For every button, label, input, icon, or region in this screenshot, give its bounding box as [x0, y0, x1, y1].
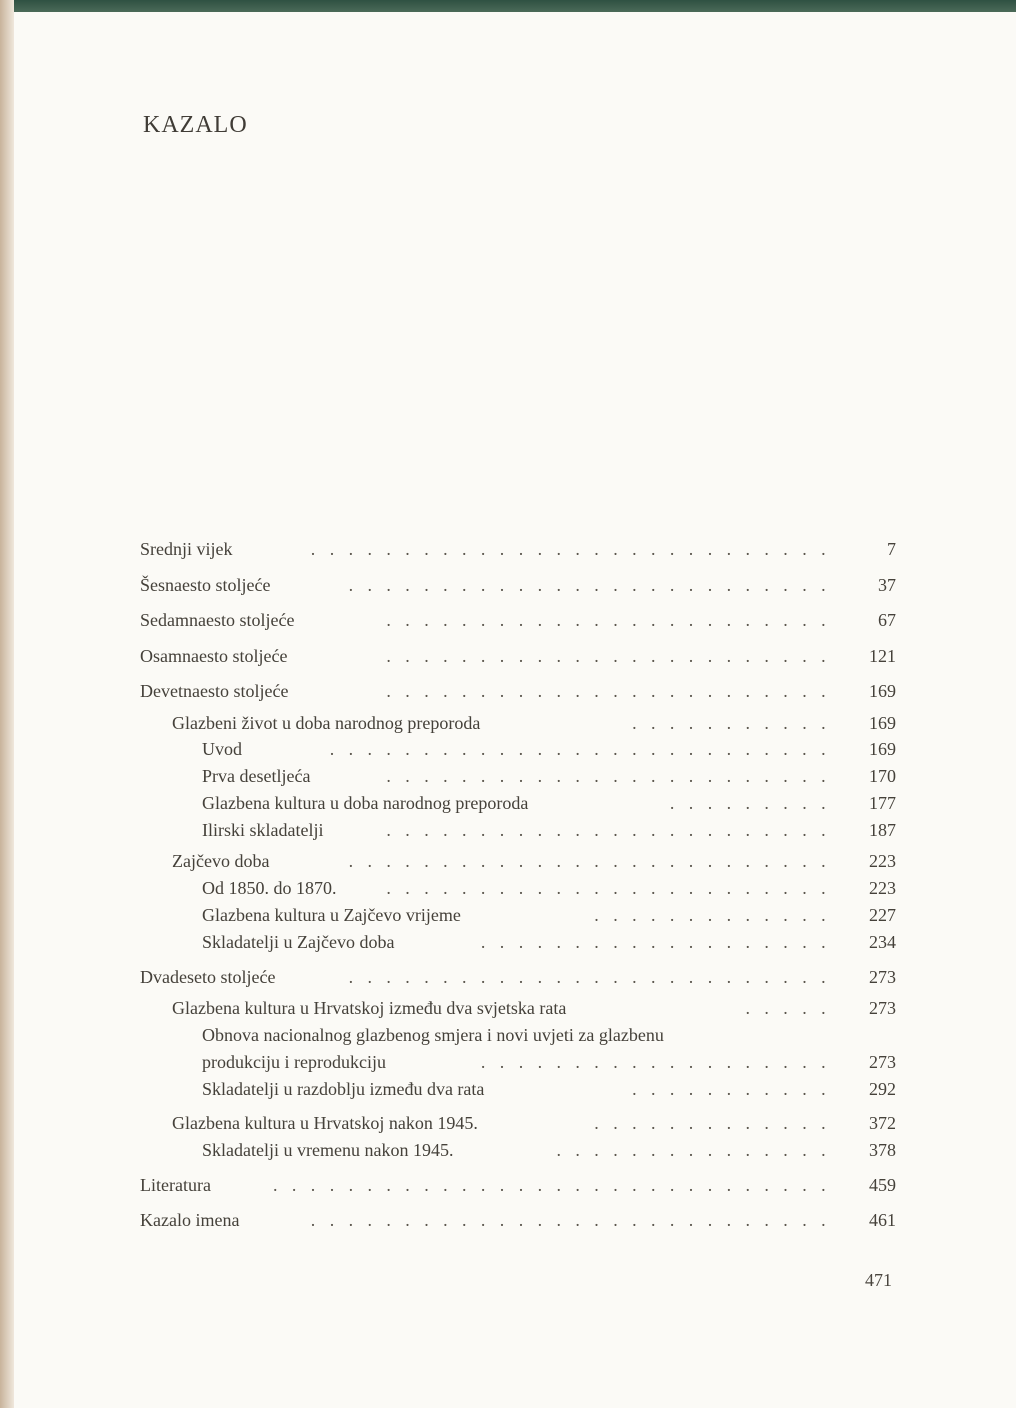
toc-entry-title: Osamnaesto stoljeće — [140, 646, 288, 666]
toc-page-number: 459 — [869, 1175, 896, 1195]
toc-entry-title: Devetnaesto stoljeće — [140, 681, 289, 701]
toc-page-number: 170 — [869, 766, 896, 786]
toc-entry — [0, 1138, 1016, 1162]
toc-entry-title: Glazbena kultura u doba narodnog preporoda — [202, 793, 529, 813]
toc-page-number: 292 — [869, 1079, 896, 1099]
toc-page-number: 37 — [878, 575, 896, 595]
toc-entry — [0, 679, 1016, 703]
toc-entry — [0, 1023, 1016, 1047]
toc-dot-leader: ........................ — [386, 766, 840, 786]
toc-page-number: 187 — [869, 820, 896, 840]
toc-page-number: 169 — [869, 739, 896, 759]
toc-entry-title: Glazbena kultura u Hrvatskoj između dva svjetska rata — [172, 998, 567, 1018]
toc-entry-title: Glazbena kultura u Zajčevo vrijeme — [202, 905, 461, 925]
toc-entry-title: Prva desetljeća — [202, 766, 311, 786]
toc-entry-title: Glazbeni život u doba narodnog preporoda — [172, 713, 481, 733]
toc-entry — [0, 608, 1016, 632]
toc-entry — [0, 965, 1016, 989]
toc-dot-leader: ......... — [669, 793, 840, 813]
toc-entry-title: produkciju i reprodukciju — [202, 1052, 386, 1072]
toc-page-number: 177 — [869, 793, 896, 813]
toc-dot-leader: ........................ — [386, 610, 840, 630]
toc-page-number: 7 — [887, 539, 896, 559]
toc-entry-title: Literatura — [140, 1175, 211, 1195]
toc-entry-title: Šesnaesto stoljeće — [140, 575, 271, 595]
toc-entry — [0, 818, 1016, 842]
toc-page-number: 169 — [869, 713, 896, 733]
toc-dot-leader: ............. — [594, 905, 840, 925]
toc-dot-leader: ..... — [745, 998, 840, 1018]
toc-dot-leader: ........... — [632, 1079, 840, 1099]
toc-dot-leader: ........................ — [386, 820, 840, 840]
toc-entry — [0, 573, 1016, 597]
toc-entry-title: Od 1850. do 1870. — [202, 878, 337, 898]
toc-entry-title: Uvod — [202, 739, 242, 759]
toc-dot-leader: ............................ — [310, 539, 840, 559]
toc-dot-leader: .............................. — [273, 1175, 840, 1195]
toc-entry-title: Zajčevo doba — [172, 851, 270, 871]
page-title: KAZALO — [143, 112, 248, 138]
toc-dot-leader: ........................ — [386, 878, 840, 898]
toc-entry-title: Glazbena kultura u Hrvatskoj nakon 1945. — [172, 1113, 478, 1133]
toc-dot-leader: ................... — [480, 1052, 840, 1072]
toc-entry — [0, 791, 1016, 815]
toc-entry-title: Skladatelji u Zajčevo doba — [202, 932, 395, 952]
toc-entry — [0, 876, 1016, 900]
toc-entry — [0, 1050, 1016, 1074]
toc-entry — [0, 737, 1016, 761]
toc-entry-title: Sedamnaesto stoljeće — [140, 610, 295, 630]
toc-dot-leader: .......................... — [348, 967, 840, 987]
toc-page-number: 273 — [869, 1052, 896, 1072]
toc-dot-leader: ................... — [480, 932, 840, 952]
toc-page-number: 223 — [869, 851, 896, 871]
toc-page-number: 67 — [878, 610, 896, 630]
toc-entry-title: Kazalo imena — [140, 1210, 240, 1230]
toc-page-number: 223 — [869, 878, 896, 898]
toc-entry — [0, 764, 1016, 788]
toc-entry — [0, 1077, 1016, 1101]
toc-entry — [0, 537, 1016, 561]
page-number: 471 — [865, 1270, 892, 1290]
toc-entry — [0, 849, 1016, 873]
toc-dot-leader: ........................ — [386, 646, 840, 666]
toc-entry-title: Ilirski skladatelji — [202, 820, 324, 840]
toc-dot-leader: ............................ — [310, 1210, 840, 1230]
toc-page-number: 461 — [869, 1210, 896, 1230]
toc-dot-leader: .......................... — [348, 575, 840, 595]
toc-page-number: 372 — [869, 1113, 896, 1133]
toc-dot-leader: ........... — [632, 713, 840, 733]
toc-page-number: 227 — [869, 905, 896, 925]
toc-dot-leader: ............. — [594, 1113, 840, 1133]
toc-entry-title: Dvadeseto stoljeće — [140, 967, 276, 987]
toc-entry-title: Skladatelji u vremenu nakon 1945. — [202, 1140, 454, 1160]
toc-page-number: 121 — [869, 646, 896, 666]
toc-dot-leader: ........................ — [386, 681, 840, 701]
toc-dot-leader: ............... — [556, 1140, 840, 1160]
toc-page-number: 273 — [869, 967, 896, 987]
toc-entry — [0, 1208, 1016, 1232]
toc-page-number: 273 — [869, 998, 896, 1018]
toc-entry — [0, 711, 1016, 735]
toc-entry — [0, 903, 1016, 927]
toc-page-number: 234 — [869, 932, 896, 952]
toc-entry — [0, 996, 1016, 1020]
toc-entry — [0, 1173, 1016, 1197]
toc-dot-leader: .......................... — [348, 851, 840, 871]
toc-dot-leader: ........................... — [329, 739, 840, 759]
toc-entry — [0, 930, 1016, 954]
toc-entry — [0, 1111, 1016, 1135]
toc-entry-title: Srednji vijek — [140, 539, 233, 559]
toc-entry — [0, 644, 1016, 668]
toc-entry-title: Skladatelji u razdoblju između dva rata — [202, 1079, 485, 1099]
toc-page-number: 169 — [869, 681, 896, 701]
toc-page-number: 378 — [869, 1140, 896, 1160]
toc-entry-title: Obnova nacionalnog glazbenog smjera i novi uvjeti za glazbenu — [202, 1025, 664, 1045]
